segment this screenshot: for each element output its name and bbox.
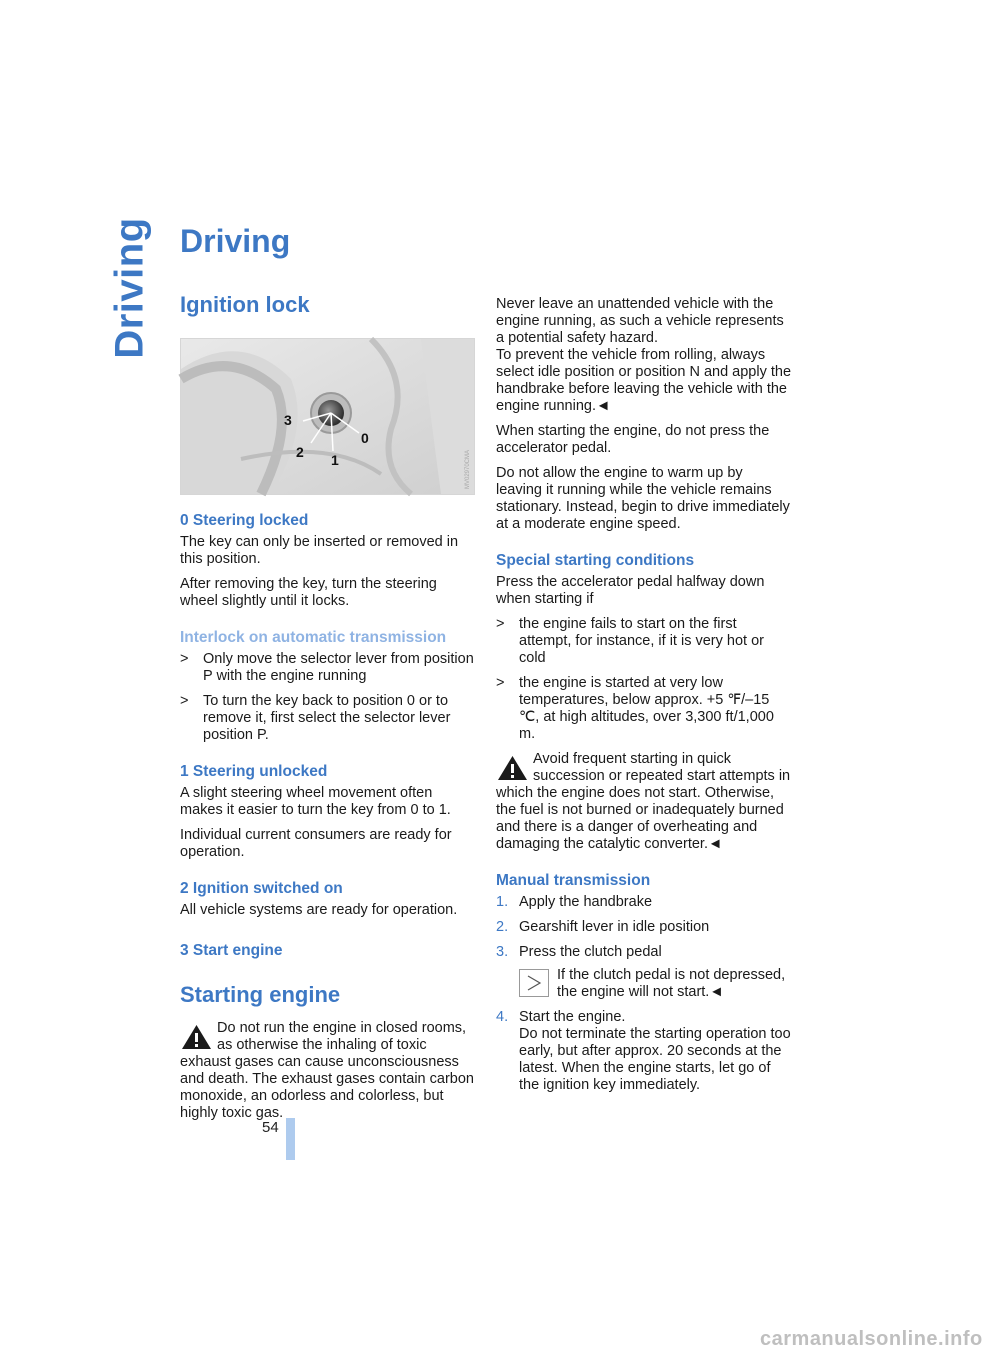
steering-unlocked-p2: Individual current consumers are ready for operation. xyxy=(180,827,452,860)
start-engine-heading: 3 Start engine xyxy=(180,942,283,959)
warning-triangle-icon xyxy=(180,1023,213,1051)
special-conditions-heading: Special starting conditions xyxy=(496,552,695,569)
steering-locked-heading: 0 Steering locked xyxy=(180,512,309,529)
list-item: > Only move the selector lever from position P with the engine running xyxy=(180,651,474,684)
ignition-on-p1: All vehicle systems are ready for operation. xyxy=(180,902,458,918)
step-number: 4. xyxy=(496,1009,509,1025)
step-number: 3. xyxy=(496,944,509,960)
clutch-note-text: If the clutch pedal is not depressed, the engine will not start. xyxy=(557,967,786,1000)
rolling-paragraph: To prevent the vehicle from rolling, always select idle position or position N and apply the handbrake before leaving the vehicle with the engine running.◄ xyxy=(496,347,792,414)
interlock-heading: Interlock on automatic transmission xyxy=(180,629,447,646)
warmup-paragraph: Do not allow the engine to warm up by leaving it running while the vehicle remains stationary. Instead, begin to drive immediately at a moderate engine speed. xyxy=(496,465,790,532)
list-item: 2. Gearshift lever in idle position xyxy=(496,919,710,935)
list-item: 3. Press the clutch pedal If the clutch pedal is not depressed, the engine will not start.◄ xyxy=(496,944,791,1001)
special-list xyxy=(496,616,791,743)
warning-exhaust-text: Do not run the engine in closed rooms, as otherwise the inhaling of toxic exhaust gases can cause unconsciousness and death. The exhaust gases contain carbon monoxide, an odorless and colorless, but highly toxic gas. xyxy=(180,1020,474,1121)
figure-label-2: 2 xyxy=(296,444,304,460)
bullet-marker: > xyxy=(180,651,189,667)
note-icon xyxy=(519,969,549,997)
step-number: 1. xyxy=(496,894,509,910)
figure-label-1: 1 xyxy=(331,452,339,468)
page-title: Driving xyxy=(180,223,291,259)
steering-unlocked-p1: A slight steering wheel movement often makes it easier to turn the key from 0 to 1. xyxy=(180,785,451,818)
ignition-on-heading: 2 Ignition switched on xyxy=(180,880,343,897)
list-item: > the engine fails to start on the first attempt, for instance, if it is very hot or cold xyxy=(496,616,764,666)
figure-code: MV02970CMA xyxy=(465,449,471,489)
manual-steps-list xyxy=(496,894,791,1094)
figure-label-3: 3 xyxy=(284,412,292,428)
list-item: > To turn the key back to position 0 or to remove it, first select the selector lever position P. xyxy=(180,693,451,743)
bullet-marker: > xyxy=(496,616,505,632)
bullet-marker: > xyxy=(180,693,189,709)
end-marker: ◄ xyxy=(595,398,611,414)
right-column xyxy=(496,296,791,1102)
unattended-paragraph: Never leave an unattended vehicle with the engine running, as such a vehicle represents a potential safety hazard. xyxy=(496,296,784,346)
page-number-bar xyxy=(286,1118,295,1160)
end-marker: ◄ xyxy=(709,984,724,1000)
figure-label-0: 0 xyxy=(361,430,369,446)
starting-engine-heading: Starting engine xyxy=(180,982,341,1007)
side-tab-label: Driving xyxy=(107,217,152,359)
ignition-lock-heading: Ignition lock xyxy=(180,292,310,317)
steering-locked-p2: After removing the key, turn the steering wheel slightly until it locks. xyxy=(180,576,437,609)
watermark: carmanualsonline.info xyxy=(760,1328,983,1350)
warning-starting xyxy=(496,751,791,853)
interlock-list xyxy=(180,651,475,744)
warning-exhaust xyxy=(180,1020,475,1122)
clutch-note xyxy=(519,967,791,1001)
manual-transmission-heading: Manual transmission xyxy=(496,872,651,889)
special-intro: Press the accelerator pedal halfway down when starting if xyxy=(496,574,765,607)
step-number: 2. xyxy=(496,919,509,935)
bullet-marker: > xyxy=(496,675,505,691)
warning-starting-text: Avoid frequent starting in quick succession or repeated start attempts in which the engine does not start. Otherwise, the fuel is not burned or inadequately burned and there is a danger of overheating and damaging the catalytic converter. xyxy=(496,751,791,852)
accelerator-paragraph: When starting the engine, do not press the accelerator pedal. xyxy=(496,423,770,456)
list-item: > the engine is started at very low temperatures, below approx. +5 ℉/–15 ℃, at high altitudes, over 3,300 ft/1,000 m. xyxy=(496,675,774,742)
left-column xyxy=(180,292,475,1130)
page-number: 54 xyxy=(262,1119,279,1136)
ignition-lock-figure xyxy=(180,338,475,495)
warning-triangle-icon xyxy=(496,754,529,782)
side-tab xyxy=(100,217,160,359)
ignition-lock-illustration xyxy=(181,339,474,494)
list-item: 1. Apply the handbrake xyxy=(496,894,653,910)
steering-locked-p1: The key can only be inserted or removed in this position. xyxy=(180,534,459,567)
list-item: 4. Start the engine. Do not terminate the starting operation too early, but after approx. 20 seconds at the latest. When the engine starts, let go of the ignition key immediately. xyxy=(496,1009,791,1093)
end-marker: ◄ xyxy=(707,836,723,852)
steering-unlocked-heading: 1 Steering unlocked xyxy=(180,763,328,780)
